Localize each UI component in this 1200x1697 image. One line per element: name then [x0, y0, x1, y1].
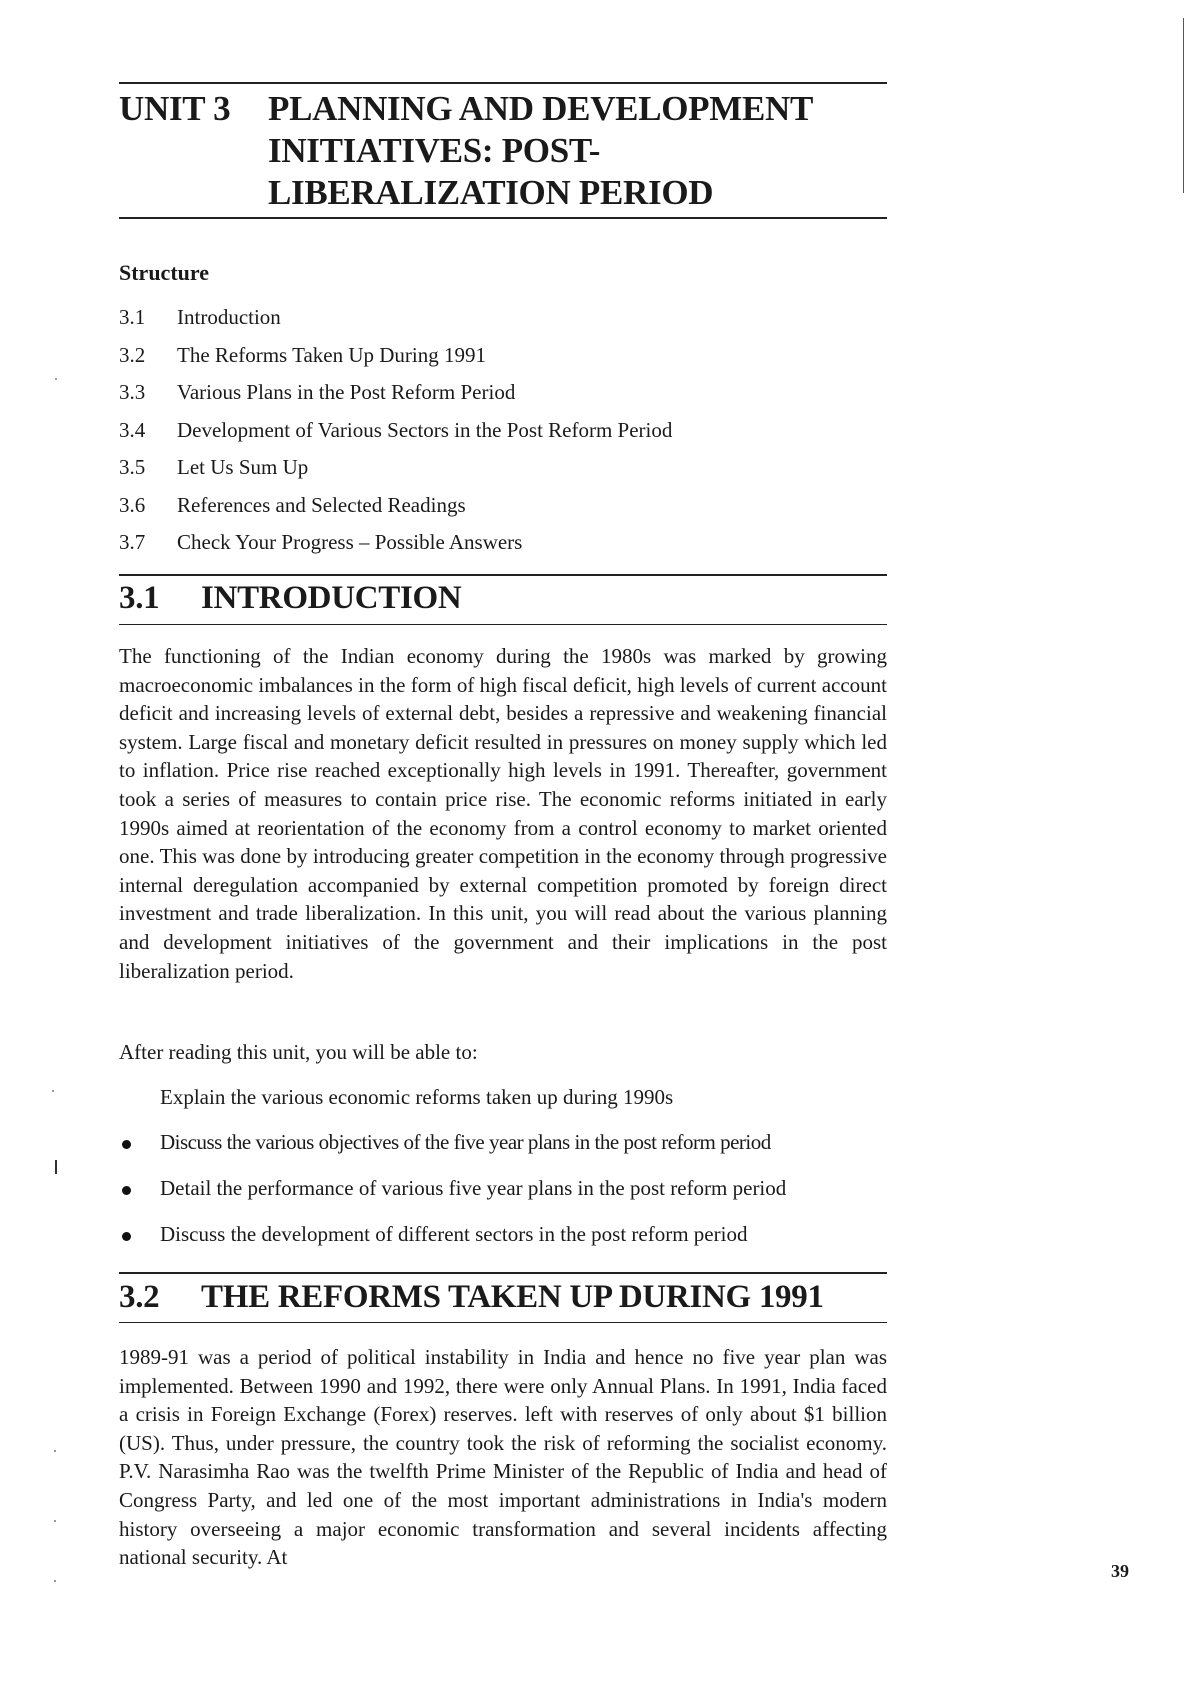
structure-title: Structure — [119, 260, 210, 285]
unit-title — [268, 88, 888, 214]
structure-list — [119, 299, 672, 562]
toc-num: 3.7 — [119, 530, 146, 554]
toc-item — [119, 524, 672, 562]
section1-bottom-rule — [119, 624, 887, 625]
toc-label: Check Your Progress – Possible Answers — [177, 530, 523, 554]
toc-num: 3.3 — [119, 380, 146, 404]
unit-title-line: LIBERALIZATION PERIOD — [268, 173, 714, 212]
bullet-icon — [122, 1140, 131, 1149]
scan-speck — [54, 1450, 56, 1452]
toc-item — [119, 299, 672, 337]
section1-title: INTRODUCTION — [201, 580, 462, 616]
bullet-icon — [122, 1232, 131, 1241]
unit-title-line: PLANNING AND DEVELOPMENT — [268, 89, 814, 128]
toc-num: 3.4 — [119, 417, 146, 442]
toc-label: References and Selected Readings — [177, 492, 466, 517]
section2-paragraph: 1989-91 was a period of political instability in India and hence no five year plan was implemented. Between 1990 and 1992, there were only Annual Plans. In 1991, India faced a crisis in Foreign Exchange (Forex) reserves. left with reserves of only about $1 billion (US). Thus, under pressure, the country took the risk of reforming the socialist economy. P.V. Narasimha Rao was the twelfth Prime Minister of the Republic of India and head of Congress Party, and led one of the most important administrations in India's modern history overseeing a major economic transformation and several incidents affecting national security. At — [119, 1345, 887, 1570]
section1-top-rule — [119, 574, 887, 576]
toc-item — [119, 374, 672, 412]
scan-edge-mark — [55, 1160, 57, 1174]
section2-number: 3.2 — [119, 1279, 160, 1315]
unit-top-rule — [119, 82, 887, 84]
toc-item — [119, 449, 672, 487]
objective-item: Discuss the various objectives of the five year plans in the post reform period — [160, 1130, 771, 1154]
scan-edge-mark — [1183, 18, 1184, 193]
scan-speck — [52, 1090, 54, 1092]
page-number: 39 — [1111, 1561, 1129, 1581]
toc-label: Development of Various Sectors in the Post Reform Period — [177, 417, 673, 442]
objective-item: Detail the performance of various five year plans in the post reform period — [160, 1176, 787, 1200]
section1-heading — [119, 580, 461, 617]
scan-speck — [54, 1580, 56, 1582]
toc-num: 3.6 — [119, 492, 146, 517]
unit-title-line: INITIATIVES: POST- — [268, 131, 601, 170]
toc-item — [119, 337, 672, 375]
toc-item — [119, 487, 672, 525]
toc-label: Introduction — [177, 305, 281, 329]
toc-num: 3.5 — [119, 455, 146, 479]
section2-heading — [119, 1279, 824, 1316]
scan-speck — [55, 378, 57, 380]
toc-num: 3.2 — [119, 342, 146, 367]
section1-number: 3.1 — [119, 580, 160, 616]
unit-label: UNIT 3 — [119, 89, 231, 128]
objective-item: Discuss the development of different sectors in the post reform period — [160, 1222, 748, 1246]
section2-top-rule — [119, 1272, 887, 1274]
section2-bottom-rule — [119, 1322, 887, 1323]
toc-label: The Reforms Taken Up During 1991 — [177, 342, 487, 367]
toc-num: 3.1 — [119, 305, 146, 329]
section2-title: THE REFORMS TAKEN UP DURING 1991 — [201, 1279, 824, 1315]
objective-item: Explain the various economic reforms taken up during 1990s — [160, 1085, 674, 1109]
unit-bottom-rule — [119, 217, 887, 219]
toc-item — [119, 412, 672, 450]
scan-speck — [54, 1520, 56, 1522]
toc-label: Let Us Sum Up — [177, 455, 309, 479]
objectives-intro: After reading this unit, you will be able to: — [119, 1040, 478, 1064]
section1-paragraph: The functioning of the Indian economy during the 1980s was marked by growing macroeconomic imbalances in the form of high fiscal deficit, high levels of current account deficit and increasing levels of external debt, besides a repressive and weakening financial system. Large fiscal and monetary deficit resulted in pressures on money supply which led to inflation. Price rise reached exceptionally high levels in 1991. Thereafter, government took a series of measures to contain price rise. The economic reforms initiated in early 1990s aimed at reorientation of the economy from a control economy to market oriented one. This was done by introducing greater competition in the economy through progressive internal deregulation accompanied by external competition promoted by foreign direct investment and trade liberalization. In this unit, you will read about the various planning and development initiatives of the government and their implications in the post liberalization period. — [119, 644, 887, 983]
bullet-icon — [122, 1186, 131, 1195]
toc-label: Various Plans in the Post Reform Period — [177, 380, 516, 404]
